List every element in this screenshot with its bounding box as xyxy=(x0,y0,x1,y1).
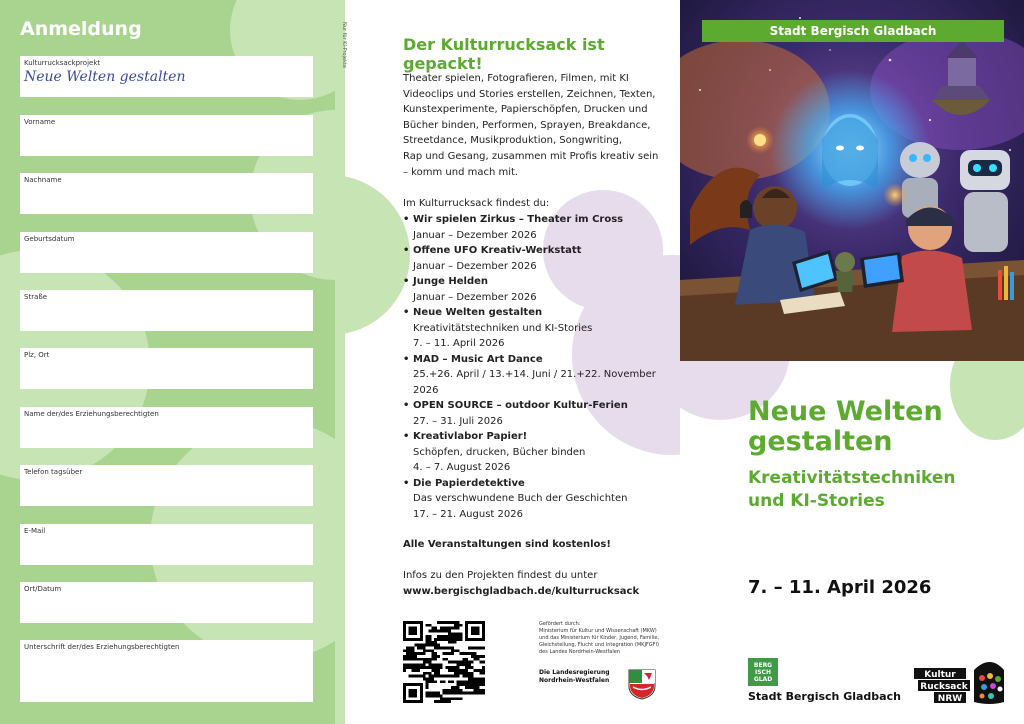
svg-text:NRW: NRW xyxy=(937,694,963,704)
event-item xyxy=(403,476,678,523)
event-item xyxy=(403,398,678,429)
event-title: Kreativlabor Papier! xyxy=(413,431,528,442)
qr-code[interactable] xyxy=(403,621,485,703)
info-panel xyxy=(335,0,680,724)
info-line: Infos zu den Projekten findest du unter xyxy=(403,570,598,581)
heading: Der Kulturrucksack ist gepackt! xyxy=(403,35,605,73)
event-item xyxy=(403,352,678,399)
form-field-label: Geburtsdatum xyxy=(24,235,75,243)
form-field-label: Telefon tagsüber xyxy=(24,468,83,476)
form-field[interactable] xyxy=(20,56,313,97)
bullet-icon: • xyxy=(403,214,410,225)
bullet-icon: • xyxy=(403,400,410,411)
form-field-label: Plz, Ort xyxy=(24,351,50,359)
kulturrucksack-logo-icon xyxy=(914,656,1006,706)
funding-line: und das Ministerium für Kinder, Jugend, Familie, xyxy=(539,635,660,641)
intro-line: – komm und mach mit. xyxy=(403,166,519,178)
form-field-label: Vorname xyxy=(24,118,56,126)
registration-panel xyxy=(0,0,335,724)
event-detail: 17. – 21. August 2026 xyxy=(413,508,523,520)
event-title: OPEN SOURCE – outdoor Kultur-Ferien xyxy=(413,400,628,411)
website-link[interactable]: www.bergischgladbach.de/kulturrucksack xyxy=(403,586,640,597)
event-detail: Januar – Dezember 2026 xyxy=(413,260,537,272)
intro-line: Theater spielen, Fotografieren, Filmen, mit KI xyxy=(403,73,629,84)
event-item xyxy=(403,429,678,476)
state-government-line: Nordrhein-Westfalen xyxy=(539,677,610,684)
city-logo-icon xyxy=(748,658,778,686)
event-detail: Januar – Dezember 2026 xyxy=(413,291,537,303)
free-note: Alle Veranstaltungen sind kostenlos! xyxy=(403,539,611,550)
bullet-icon: • xyxy=(403,276,410,287)
form-field[interactable] xyxy=(20,640,313,702)
state-government-text xyxy=(539,669,610,685)
bullet-icon: • xyxy=(403,353,410,365)
deco-circle xyxy=(335,0,345,724)
intro-line: Kunstexperimente, Papierschöpfen, Drucken und xyxy=(403,104,648,116)
cover-subtitle-line: Kreativitätstechniken xyxy=(748,468,956,488)
event-title: Wir spielen Zirkus – Theater im Cross xyxy=(413,214,624,225)
form-field-label: Name der/des Erziehungsberechtigten xyxy=(24,410,159,418)
event-title: Die Papierdetektive xyxy=(413,477,525,489)
form-field[interactable] xyxy=(20,465,313,506)
svg-text:GLAD: GLAD xyxy=(753,676,773,683)
registration-title: Anmeldung xyxy=(20,18,142,40)
intro-line: Rap und Gesang, zusammen mit Profis kreativ sein xyxy=(403,151,659,162)
event-date: 7. – 11. April 2026 xyxy=(748,577,932,598)
svg-text:BERG: BERG xyxy=(753,662,773,669)
form-field[interactable] xyxy=(20,582,313,623)
event-detail: Das verschwundene Buch der Geschichten xyxy=(413,493,628,504)
intro-line: Streetdance, Musikproduktion, Songwriting, xyxy=(403,135,623,147)
event-title: MAD – Music Art Dance xyxy=(413,353,543,365)
cover-subtitle-line: und KI-Stories xyxy=(748,491,885,511)
intro-line: Bücher binden, Performen, Sprayen, Breakdance, xyxy=(403,119,651,131)
svg-text:ISCH: ISCH xyxy=(755,669,771,676)
bullet-icon: • xyxy=(403,477,410,489)
form-field[interactable] xyxy=(20,173,313,214)
bullet-icon: • xyxy=(403,431,410,442)
event-detail: Schöpfen, drucken, Bücher binden xyxy=(413,446,586,458)
cover-subtitle xyxy=(748,467,956,513)
city-banner: Stadt Bergisch Gladbach xyxy=(702,20,1004,42)
city-name: Stadt Bergisch Gladbach xyxy=(748,690,901,703)
form-field-label: Ort/Datum xyxy=(24,585,62,593)
list-intro: Im Kulturrucksack findest du: xyxy=(403,198,550,209)
funding-line: des Landes Nordrhein-Westfalen xyxy=(539,649,620,655)
vertical-note: Nur für KI-Projekte xyxy=(341,22,347,69)
event-title: Offene UFO Kreativ-Werkstatt xyxy=(413,245,582,256)
funding-text xyxy=(539,621,664,656)
event-detail: 25.+26. April / 13.+14. Juni / 21.+22. November 2026 xyxy=(413,369,656,396)
event-detail: Kreativitätstechniken und KI-Stories xyxy=(413,322,593,334)
event-detail: 4. – 7. August 2026 xyxy=(413,462,511,473)
event-detail: Januar – Dezember 2026 xyxy=(413,229,537,241)
form-field[interactable] xyxy=(20,407,313,448)
funding-line: Gleichstellung, Flucht und Integration (MKJFGFI) xyxy=(539,642,659,648)
event-title: Junge Helden xyxy=(413,276,489,287)
event-detail: 27. – 31. Juli 2026 xyxy=(413,415,503,427)
event-item xyxy=(403,243,678,274)
event-title: Neue Welten gestalten xyxy=(413,307,543,318)
form-field-label: Kulturrucksackprojekt xyxy=(24,59,101,67)
form-field-label: Unterschrift der/des Erziehungsberechtigten xyxy=(24,643,180,651)
bullet-icon: • xyxy=(403,307,410,318)
form-field[interactable] xyxy=(20,115,313,156)
form-field-label: Straße xyxy=(24,293,48,301)
bullet-icon: • xyxy=(403,245,410,256)
deco-circle xyxy=(335,175,410,335)
cover-title-line: Neue Welten xyxy=(748,396,943,427)
funding-line: Gefördert durch: xyxy=(539,621,581,627)
cover-title xyxy=(748,397,943,457)
form-field[interactable] xyxy=(20,290,313,331)
svg-text:Kultur: Kultur xyxy=(924,670,956,680)
cover-panel xyxy=(680,0,1024,724)
event-item xyxy=(403,274,678,305)
form-field[interactable] xyxy=(20,348,313,389)
svg-text:Rucksack: Rucksack xyxy=(920,682,968,692)
form-field-value[interactable]: Neue Welten gestalten xyxy=(24,69,186,85)
form-field[interactable] xyxy=(20,232,313,273)
intro-line: Videoclips und Stories erstellen, Zeichnen, Texten, xyxy=(403,88,656,100)
event-list xyxy=(403,212,678,522)
form-field[interactable] xyxy=(20,524,313,565)
form-field-label: Nachname xyxy=(24,176,62,184)
state-government-line: Die Landesregierung xyxy=(539,669,610,676)
funding-line: Ministerium für Kultur und Wissenschaft (MKW) xyxy=(539,628,657,634)
event-item xyxy=(403,212,678,243)
cover-title-line: gestalten xyxy=(748,426,893,457)
hero-illustration xyxy=(680,0,1024,361)
form-field-label: E-Mail xyxy=(24,527,46,535)
event-detail: 7. – 11. April 2026 xyxy=(413,338,505,349)
event-item xyxy=(403,305,678,352)
nrw-coat-of-arms-icon xyxy=(627,668,657,700)
